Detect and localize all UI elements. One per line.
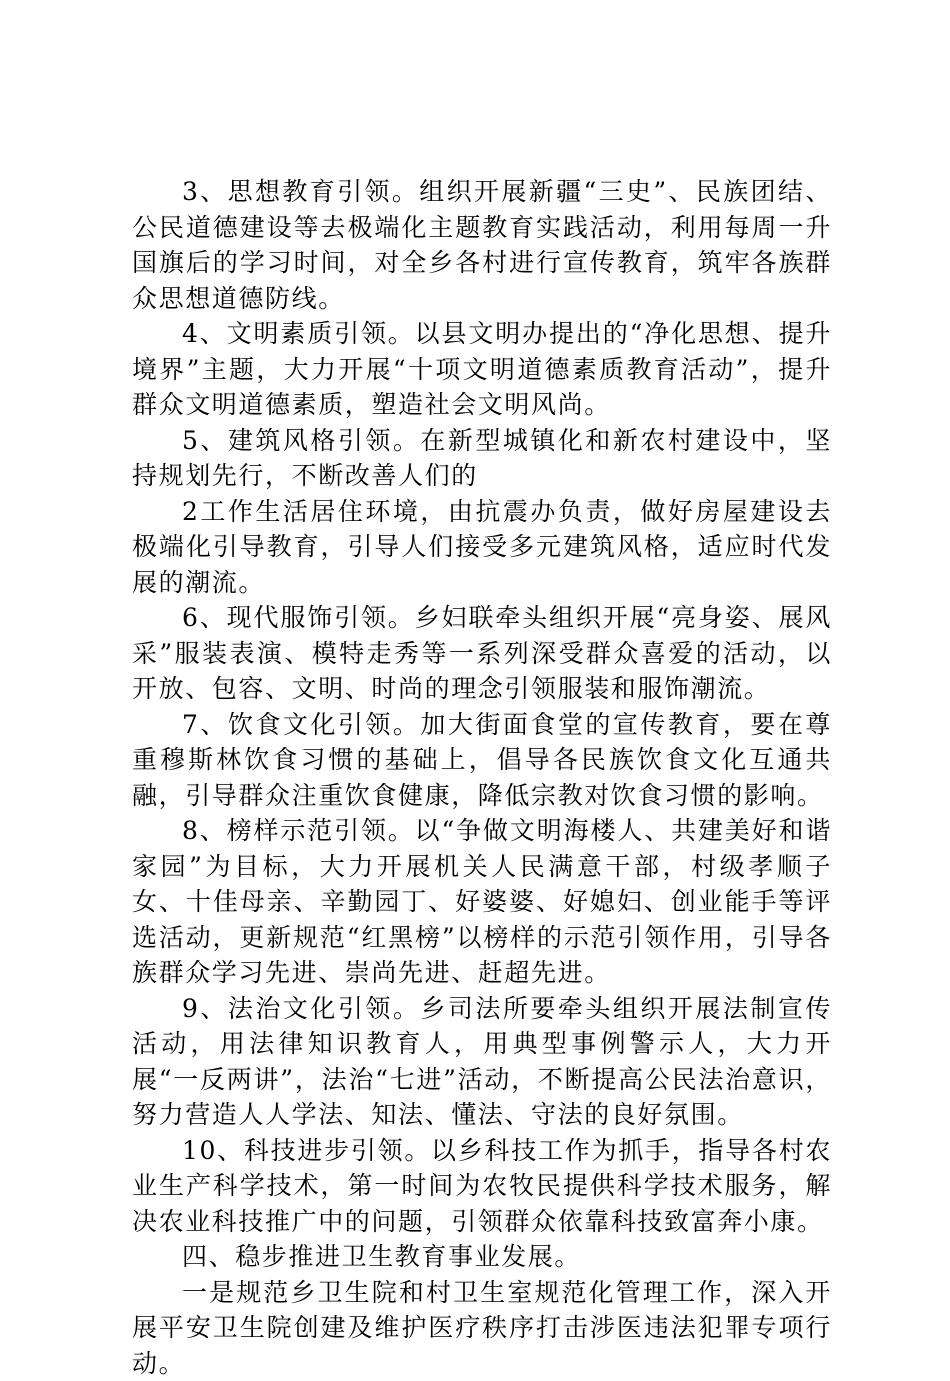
section-heading-health-education: 四、稳步推进卫生教育事业发展。 <box>132 1239 832 1275</box>
paragraph-civilization-quality: 4、文明素质引领。以县文明办提出的“净化思想、提升境界”主题，大力开展“十项文明道德素质教育活动”，提升群众文明道德素质，塑造社会文明风尚。 <box>132 316 832 423</box>
paragraph-living-environment: 2工作生活居住环境，由抗震办负责，做好房屋建设去极端化引导教育，引导人们接受多元建筑风格，适应时代发展的潮流。 <box>132 494 832 601</box>
paragraph-architecture-style: 5、建筑风格引领。在新型城镇化和新农村建设中，坚持规划先行，不断改善人们的 <box>132 423 832 494</box>
paragraph-thought-education: 3、思想教育引领。组织开展新疆“三史”、民族团结、公民道德建设等去极端化主题教育实践活动，利用每周一升国旗后的学习时间，对全乡各村进行宣传教育，筑牢各族群众思想道德防线。 <box>132 174 832 316</box>
paragraph-food-culture: 7、饮食文化引领。加大街面食堂的宣传教育，要在尊重穆斯林饮食习惯的基础上，倡导各民族饮食文化互通共融，引导群众注重饮食健康，降低宗教对饮食习惯的影响。 <box>132 707 832 814</box>
paragraph-rule-of-law: 9、法治文化引领。乡司法所要牵头组织开展法制宣传活动，用法律知识教育人，用典型事例警示人，大力开展“一反两讲”，法治“七进”活动，不断提高公民法治意识，努力营造人人学法、知法、懂法、守法的良好氛围。 <box>132 991 832 1133</box>
document-body <box>132 174 832 1381</box>
paragraph-modern-clothing: 6、现代服饰引领。乡妇联牵头组织开展“亮身姿、展风采”服装表演、模特走秀等一系列深受群众喜爱的活动，以开放、包容、文明、时尚的理念引领服装和服饰潮流。 <box>132 600 832 707</box>
paragraph-role-models: 8、榜样示范引领。以“争做文明海楼人、共建美好和谐家园”为目标，大力开展机关人民满意干部，村级孝顺子女、十佳母亲、辛勤园丁、好婆婆、好媳妇、创业能手等评选活动，更新规范“红黑榜”以榜样的示范引领作用，引导各族群众学习先进、崇尚先进、赶超先进。 <box>132 813 832 991</box>
paragraph-health-centers: 一是规范乡卫生院和村卫生室规范化管理工作，深入开展平安卫生院创建及维护医疗秩序打击涉医违法犯罪专项行动。 <box>132 1275 832 1381</box>
paragraph-technology: 10、科技进步引领。以乡科技工作为抓手，指导各村农业生产科学技术，第一时间为农牧民提供科学技术服务，解决农业科技推广中的问题，引领群众依靠科技致富奔小康。 <box>132 1133 832 1240</box>
